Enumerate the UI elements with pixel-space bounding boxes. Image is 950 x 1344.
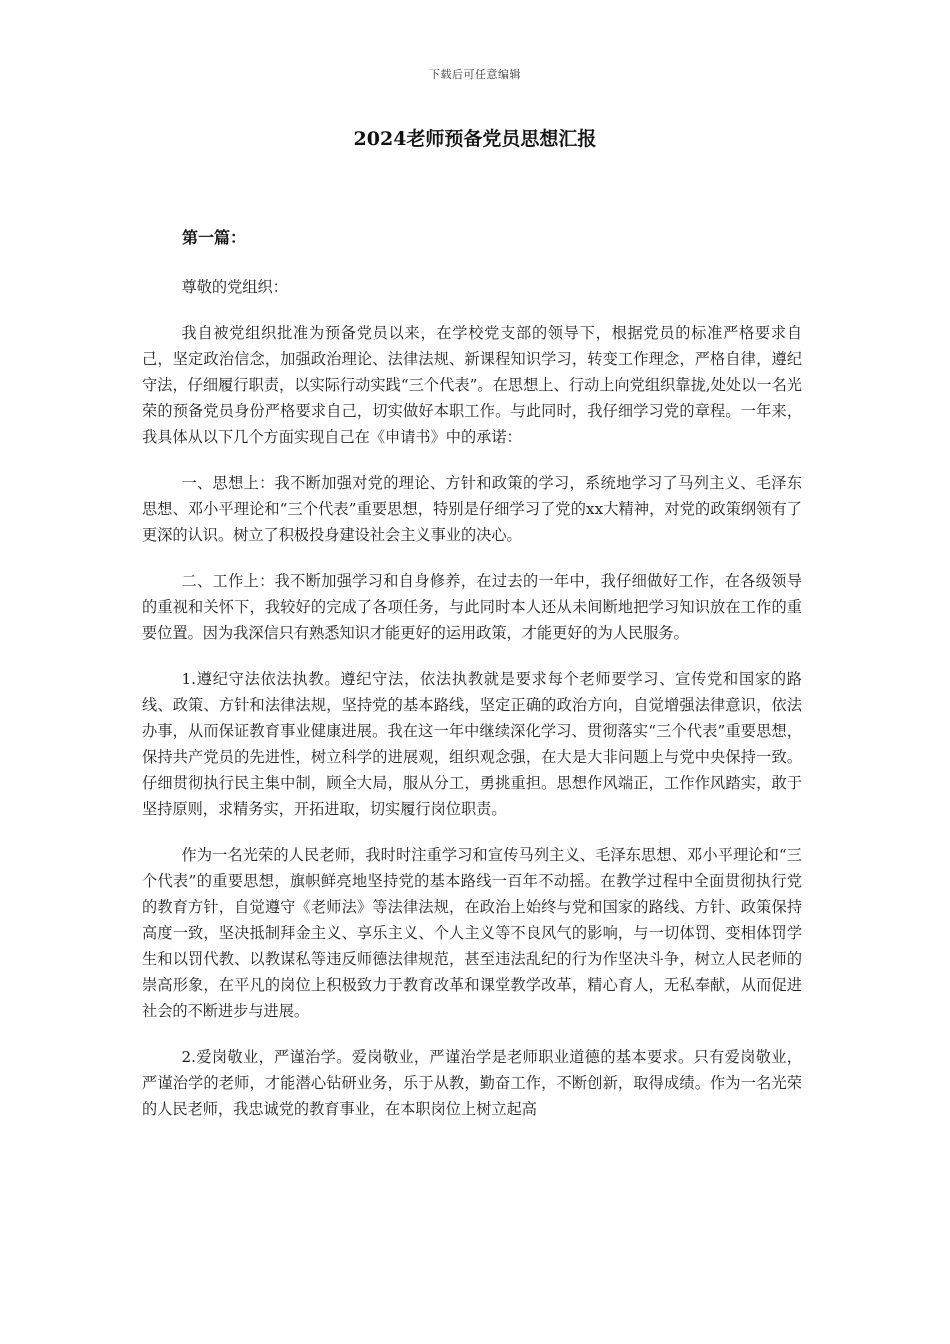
section-heading: 第一篇： [182,228,247,247]
header-note: 下载后可任意编辑 [429,68,521,81]
document-body [142,226,802,1142]
paragraph: 1.遵纪守法依法执教。遵纪守法，依法执教就是要求每个老师要学习、宣传党和国家的路线、政策、方针和法律法规，坚持党的基本路线，坚定正确的政治方向，自觉增强法律意识，依法办事，从而保证教育事业健康进展。我在这一年中继续深化学习、贯彻落实“三个代表”重要思想，保持共产党员的先进性，树立科学的进展观，组织观念强，在大是大非问题上与党中央保持一致。仔细贯彻执行民主集中制，顾全大局，服从分工，勇挑重担。思想作风端正，工作作风踏实，敢于坚持原则，求精务实，开拓进取，切实履行岗位职责。 [142,670,802,818]
paragraph: 作为一名光荣的人民老师，我时时注重学习和宣传马列主义、毛泽东思想、邓小平理论和“三个代表”的重要思想，旗帜鲜亮地坚持党的基本路线一百年不动摇。在教学过程中全面贯彻执行党的教育方针，自觉遵守《老师法》等法律法规，在政治上始终与党和国家的路线、方针、政策保持高度一致，坚决抵制拜金主义、享乐主义、个人主义等不良风气的影响，与一切体罚、变相体罚学生和以罚代教、以教谋私等违反师德法律规范，甚至违法乱纪的行为作坚决斗争，树立人民老师的崇高形象，在平凡的岗位上积极致力于教育改革和课堂教学改革，精心育人，无私奉献，从而促进社会的不断进步与进展。 [142,846,802,1020]
document-title: 2024老师预备党员思想汇报 [353,128,597,150]
salutation: 尊敬的党组织： [181,278,288,296]
paragraph: 二、工作上：我不断加强学习和自身修养，在过去的一年中，我仔细做好工作，在各级领导的重视和关怀下，我较好的完成了各项任务，与此同时本人还从未间断地把学习知识放在工作的重要位置。因为我深信只有熟悉知识才能更好的运用政策，才能更好的为人民服务。 [142,572,802,642]
paragraph: 2.爱岗敬业，严谨治学。爱岗敬业，严谨治学是老师职业道德的基本要求。只有爱岗敬业，严谨治学的老师，才能潜心钻研业务，乐于从教，勤奋工作，不断创新，取得成绩。作为一名光荣的人民老师，我忠诚党的教育事业，在本职岗位上树立起高 [142,1048,802,1118]
paragraph: 一、思想上：我不断加强对党的理论、方针和政策的学习，系统地学习了马列主义、毛泽东思想、邓小平理论和“三个代表”重要思想，特别是仔细学习了党的xx大精神，对党的政策纲领有了更深的认识。树立了积极投身建设社会主义事业的决心。 [142,474,802,544]
paragraph: 我自被党组织批准为预备党员以来，在学校党支部的领导下，根据党员的标准严格要求自己，坚定政治信念，加强政治理论、法律法规、新课程知识学习，转变工作理念，严格自律，遵纪守法，仔细履行职责，以实际行动实践“三个代表”。在思想上、行动上向党组织靠拢,处处以一名光荣的预备党员身份严格要求自己，切实做好本职工作。与此同时，我仔细学习党的章程。一年来，我具体从以下几个方面实现自己在《申请书》中的承诺： [142,324,802,446]
